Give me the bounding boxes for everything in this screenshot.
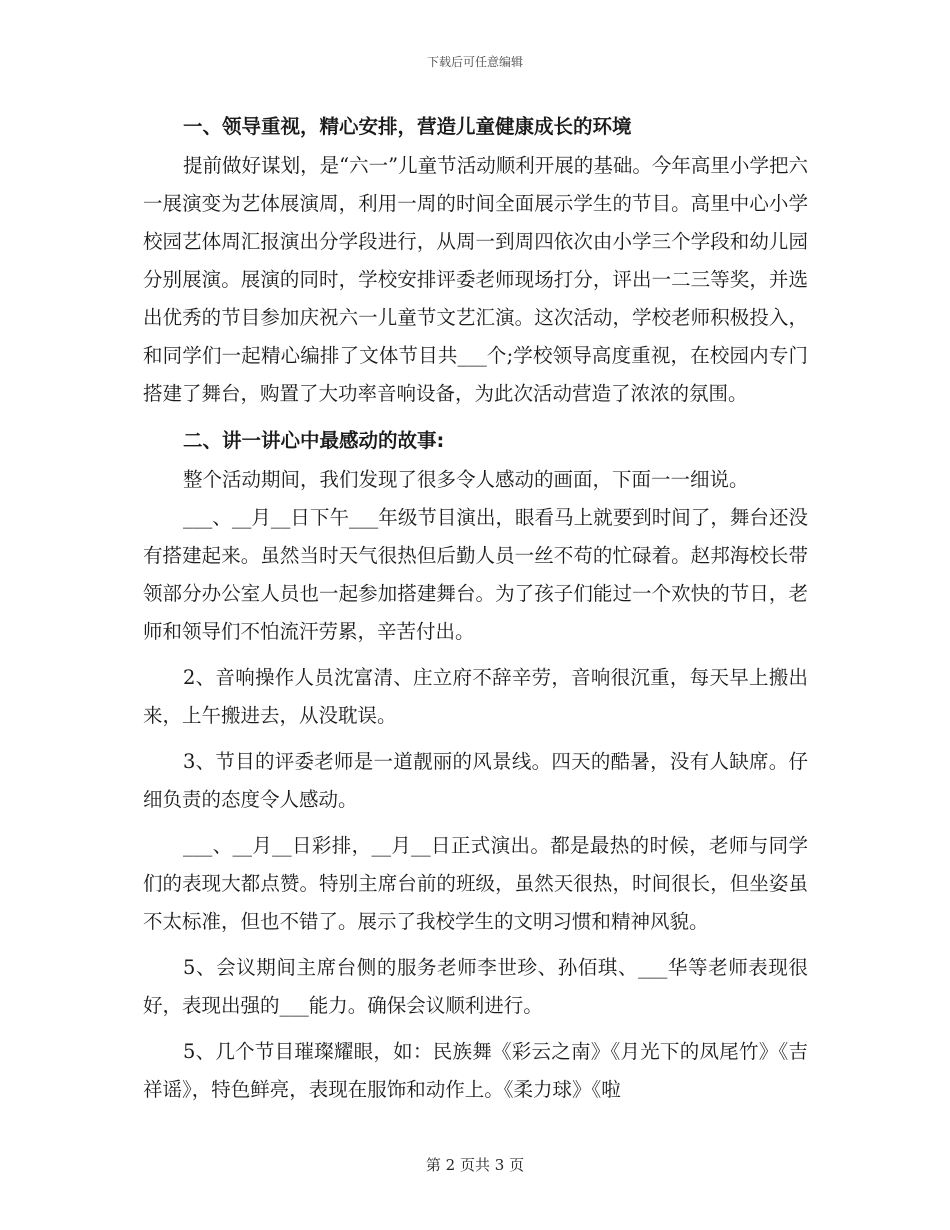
section-heading-2: 二、讲一讲心中最感动的故事:: [183, 429, 445, 452]
section-heading-1: 一、领导重视，精心安排，营造儿童健康成长的环境: [183, 115, 632, 138]
paragraph-story-5: 5、会议期间主席台侧的服务老师李世珍、孙佰琪、___华等老师表现很好，表现出强的___能力。确保会议顺利进行。: [143, 956, 808, 1017]
paragraph-story-2: 2、音响操作人员沈富清、庄立府不辞辛劳，音响很沉重，每天早上搬出来，上午搬进去，从没耽误。: [143, 666, 808, 727]
paragraph-planning: 提前做好谋划，是“六一”儿童节活动顺利开展的基础。今年高里小学把六一展演变为艺体展演周，利用一周的时间全面展示学生的节目。高里中心小学校园艺体周汇报演出分学段进行，从周一到周四依次由小学三个学段和幼儿园分别展演。展演的同时，学校安排评委老师现场打分，评出一二三等奖，并选出优秀的节目参加庆祝六一儿童节文艺汇演。这次活动，学校老师积极投入，和同学们一起精心编排了文体节目共___个;学校领导高度重视，在校园内专门搭建了舞台，购置了大功率音响设备，为此次活动营造了浓浓的氛围。: [143, 154, 808, 405]
page-header: 下载后可任意编辑: [426, 55, 523, 69]
paragraph-story-1: ___、__月__日下午___年级节目演出，眼看马上就要到时间了，舞台还没有搭建起来。虽然当时天气很热但后勤人员一丝不苟的忙碌着。赵邦海校长带领部分办公室人员也一起参加搭建舞台。为了孩子们能过一个欢快的节日，老师和领导们不怕流汗劳累，辛苦付出。: [143, 506, 808, 643]
paragraph-story-4: ___、__月__日彩排，__月__日正式演出。都是最热的时候，老师与同学们的表现大都点赞。特别主席台前的班级，虽然天很热，时间很长，但坐姿虽不太标准，但也不错了。展示了我校学生的文明习惯和精神风貌。: [143, 834, 808, 933]
paragraph-intro: 整个活动期间，我们发现了很多令人感动的画面，下面一一细说。: [183, 468, 749, 491]
paragraph-story-3: 3、节目的评委老师是一道靓丽的风景线。四天的酷暑，没有人缺席。仔细负责的态度令人感动。: [143, 750, 808, 811]
paragraph-story-6: 5、几个节目璀璨耀眼，如：民族舞《彩云之南》《月光下的凤尾竹》《吉祥谣》，特色鲜亮，表现在服饰和动作上。《柔力球》《啦: [143, 1040, 808, 1101]
page-number: 第 2 页共 3 页: [425, 1156, 525, 1174]
document-body: [143, 107, 808, 1109]
